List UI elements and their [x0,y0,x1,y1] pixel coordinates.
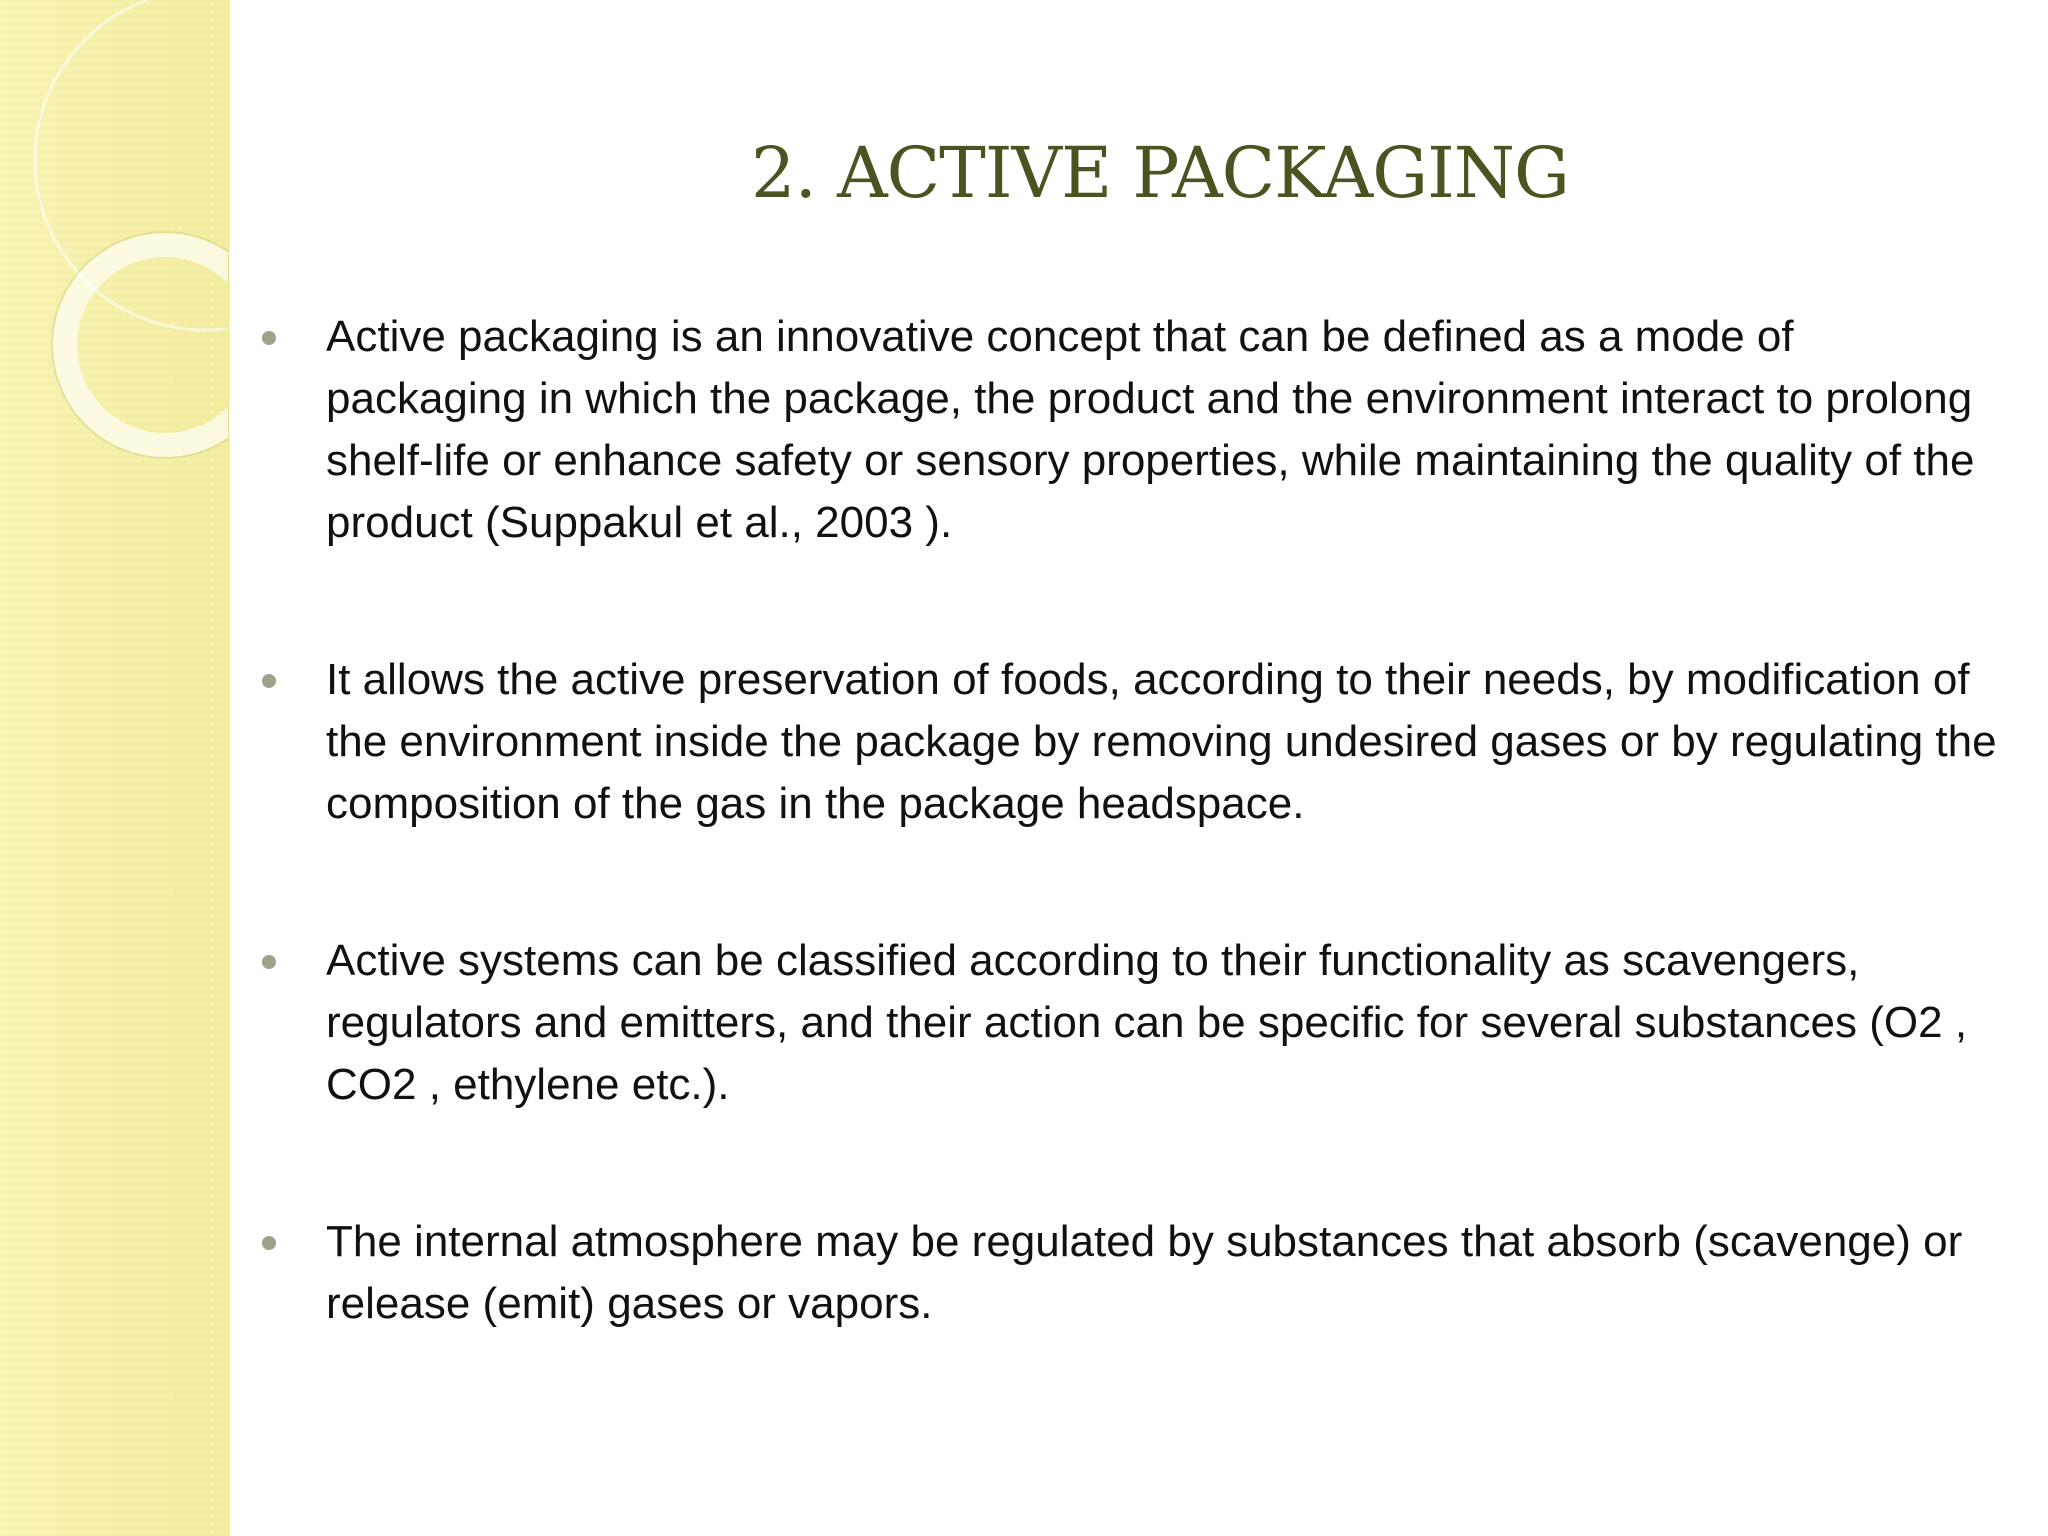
bullet-item [262,649,2002,835]
bullet-text: It allows the active preservation of foods, according to their needs, by modification of the environment inside the package by removing undesired gases or by regulating the composition of the gas in the package headspace. [326,655,1997,828]
bullet-dot-icon [262,331,276,345]
large-ring-arc [35,0,228,330]
bullet-item [262,930,2002,1116]
bullet-text: The internal atmosphere may be regulated by substances that absorb (scavenge) or release (emit) gases or vapors. [326,1217,1963,1328]
bullet-item [262,306,2002,554]
bullet-dot-icon [262,674,276,688]
decorative-side-band [0,0,229,1536]
bullet-dot-icon [262,1236,276,1250]
thick-ring-outline [52,232,228,458]
bullet-text: Active packaging is an innovative concept that can be defined as a mode of packaging in which the package, the product and the environment interact to prolong shelf-life or enhance safety or sensory properties, while maintaining the quality of the product (Suppakul et al., 2003 ). [326,312,1975,547]
bullet-item [262,1211,2002,1335]
bullet-text: Active systems can be classified according to their functionality as scavengers, regulators and emitters, and their action can be specific for several substances (O2 , CO2 , ethylene etc.). [326,936,1968,1109]
bullet-dot-icon [262,955,276,969]
bullet-list [262,306,2002,1335]
decorative-rings-graphic [0,0,228,520]
thick-ring [65,245,228,445]
slide-title: 2. ACTIVE PACKAGING [751,132,1569,214]
